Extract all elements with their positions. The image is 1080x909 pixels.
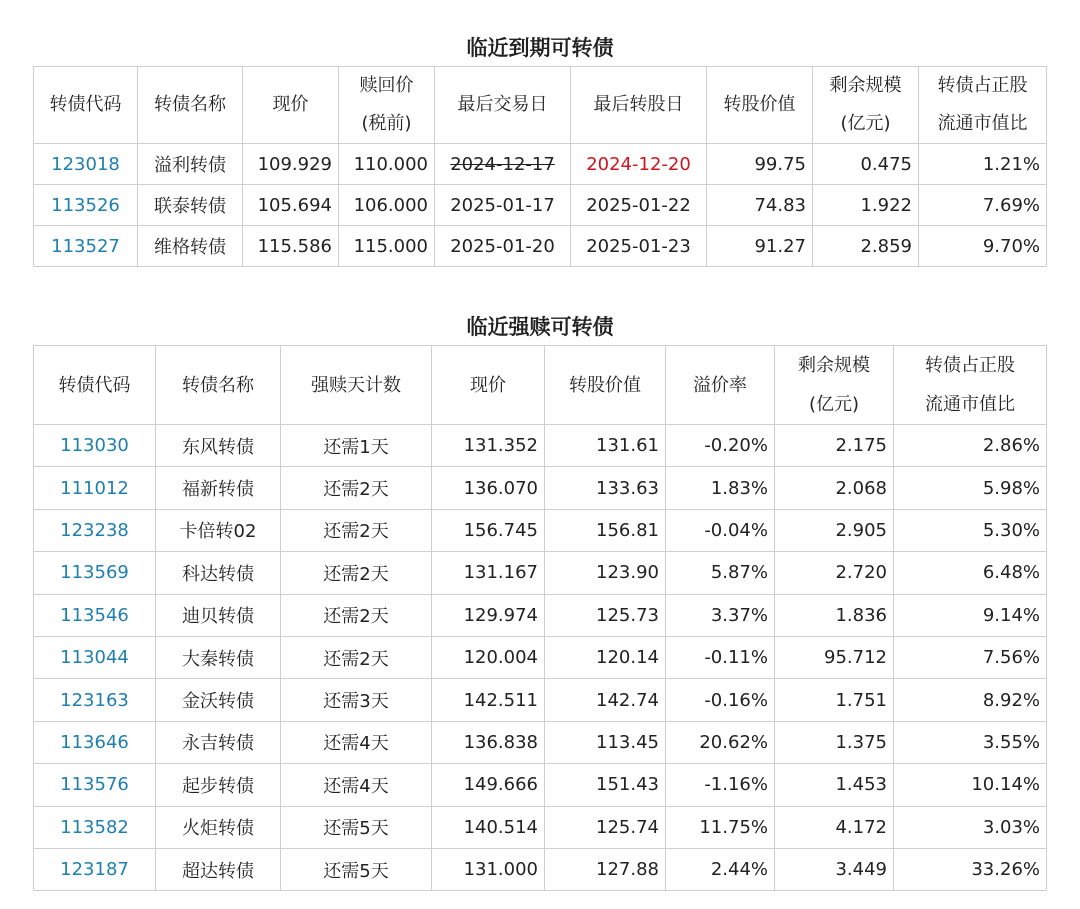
header-last-convert: 最后转股日 <box>571 67 707 144</box>
current-price: 109.929 <box>243 144 339 185</box>
premium-rate: -0.11% <box>666 636 775 678</box>
header-redeem-price <box>339 67 435 144</box>
redeem-price: 115.000 <box>339 226 435 267</box>
bond-name: 福新转债 <box>156 467 281 509</box>
remaining-scale: 4.172 <box>775 806 894 848</box>
bond-code-link[interactable]: 113546 <box>34 594 156 636</box>
float-cap-ratio: 3.55% <box>894 721 1047 763</box>
premium-rate: 3.37% <box>666 594 775 636</box>
float-cap-ratio: 7.69% <box>919 185 1047 226</box>
header-name: 转债名称 <box>156 346 281 425</box>
bond-code-link[interactable]: 113576 <box>34 764 156 806</box>
premium-rate: 1.83% <box>666 467 775 509</box>
header-conv-value: 转股价值 <box>545 346 666 425</box>
maturity-table <box>33 66 1047 267</box>
current-price: 120.004 <box>432 636 545 678</box>
current-price: 105.694 <box>243 185 339 226</box>
bond-name: 起步转债 <box>156 764 281 806</box>
forced-section-title: 临近强赎可转债 <box>466 315 614 339</box>
remaining-scale: 1.453 <box>775 764 894 806</box>
premium-rate: -0.20% <box>666 425 775 467</box>
bond-name: 迪贝转债 <box>156 594 281 636</box>
current-price: 156.745 <box>432 509 545 551</box>
float-cap-ratio: 6.48% <box>894 552 1047 594</box>
bond-name: 金沃转债 <box>156 679 281 721</box>
remaining-scale: 1.751 <box>775 679 894 721</box>
bond-code-link[interactable]: 113582 <box>34 806 156 848</box>
header-ratio-line1: 转债占正股 <box>925 355 1015 376</box>
days-remaining: 还需5天 <box>281 848 432 890</box>
conversion-value: 125.74 <box>545 806 666 848</box>
conversion-value: 131.61 <box>545 425 666 467</box>
float-cap-ratio: 33.26% <box>894 848 1047 890</box>
float-cap-ratio: 9.70% <box>919 226 1047 267</box>
float-cap-ratio: 9.14% <box>894 594 1047 636</box>
days-remaining: 还需4天 <box>281 721 432 763</box>
current-price: 131.167 <box>432 552 545 594</box>
remaining-scale: 2.720 <box>775 552 894 594</box>
current-price: 115.586 <box>243 226 339 267</box>
forced-header-row <box>34 346 1047 425</box>
current-price: 142.511 <box>432 679 545 721</box>
header-code: 转债代码 <box>34 346 156 425</box>
header-price: 现价 <box>243 67 339 144</box>
bond-name: 溢利转债 <box>138 144 243 185</box>
bond-code-link[interactable]: 111012 <box>34 467 156 509</box>
current-price: 136.070 <box>432 467 545 509</box>
remaining-scale: 3.449 <box>775 848 894 890</box>
header-scale <box>775 346 894 425</box>
remaining-scale: 2.859 <box>813 226 919 267</box>
last-trade-date: 2025-01-17 <box>435 185 571 226</box>
table-row <box>34 467 1047 509</box>
forced-redemption-table <box>33 345 1047 891</box>
conversion-value: 133.63 <box>545 467 666 509</box>
header-scale-line1: 剩余规模 <box>798 355 870 376</box>
bond-name: 维格转债 <box>138 226 243 267</box>
float-cap-ratio: 5.30% <box>894 509 1047 551</box>
last-trade-date: 2024-12-17 <box>435 144 571 185</box>
premium-rate: 5.87% <box>666 552 775 594</box>
table-row <box>34 679 1047 721</box>
remaining-scale: 2.175 <box>775 425 894 467</box>
premium-rate: -0.16% <box>666 679 775 721</box>
table-row <box>34 594 1047 636</box>
header-price: 现价 <box>432 346 545 425</box>
bond-code-link[interactable]: 123238 <box>34 509 156 551</box>
table-row <box>34 509 1047 551</box>
bond-code-link[interactable]: 113646 <box>34 721 156 763</box>
bond-code-link[interactable]: 123187 <box>34 848 156 890</box>
float-cap-ratio: 1.21% <box>919 144 1047 185</box>
bond-code-link[interactable]: 113527 <box>34 226 138 267</box>
remaining-scale: 1.922 <box>813 185 919 226</box>
conversion-value: 120.14 <box>545 636 666 678</box>
days-remaining: 还需2天 <box>281 636 432 678</box>
table-row <box>34 848 1047 890</box>
float-cap-ratio: 7.56% <box>894 636 1047 678</box>
header-scale <box>813 67 919 144</box>
current-price: 131.352 <box>432 425 545 467</box>
conversion-value: 125.73 <box>545 594 666 636</box>
float-cap-ratio: 10.14% <box>894 764 1047 806</box>
redeem-price: 106.000 <box>339 185 435 226</box>
remaining-scale: 2.068 <box>775 467 894 509</box>
bond-code-link[interactable]: 123018 <box>34 144 138 185</box>
conversion-value: 91.27 <box>707 226 813 267</box>
bond-name: 联泰转债 <box>138 185 243 226</box>
bond-name: 火炬转债 <box>156 806 281 848</box>
header-redeem-line2: (税前) <box>361 113 412 134</box>
float-cap-ratio: 5.98% <box>894 467 1047 509</box>
header-last-trade: 最后交易日 <box>435 67 571 144</box>
conversion-value: 74.83 <box>707 185 813 226</box>
conversion-value: 123.90 <box>545 552 666 594</box>
header-conv-value: 转股价值 <box>707 67 813 144</box>
bond-code-link[interactable]: 113044 <box>34 636 156 678</box>
header-days: 强赎天计数 <box>281 346 432 425</box>
conversion-value: 142.74 <box>545 679 666 721</box>
redeem-price: 110.000 <box>339 144 435 185</box>
header-scale-line2: (亿元) <box>808 394 860 415</box>
current-price: 140.514 <box>432 806 545 848</box>
header-code: 转债代码 <box>34 67 138 144</box>
bond-code-link[interactable]: 123163 <box>34 679 156 721</box>
table-row <box>34 144 1047 185</box>
days-remaining: 还需2天 <box>281 509 432 551</box>
last-trade-date: 2025-01-20 <box>435 226 571 267</box>
current-price: 136.838 <box>432 721 545 763</box>
premium-rate: -1.16% <box>666 764 775 806</box>
days-remaining: 还需2天 <box>281 467 432 509</box>
table-row <box>34 425 1047 467</box>
current-price: 129.974 <box>432 594 545 636</box>
header-ratio-line2: 流通市值比 <box>925 394 1015 415</box>
bond-name: 卡倍转02 <box>156 509 281 551</box>
days-remaining: 还需2天 <box>281 552 432 594</box>
bond-name: 大秦转债 <box>156 636 281 678</box>
last-convert-date: 2024-12-20 <box>571 144 707 185</box>
bond-code-link[interactable]: 113569 <box>34 552 156 594</box>
current-price: 131.000 <box>432 848 545 890</box>
header-ratio-line1: 转债占正股 <box>937 75 1028 96</box>
header-ratio-line2: 流通市值比 <box>937 113 1028 134</box>
conversion-value: 156.81 <box>545 509 666 551</box>
bond-code-link[interactable]: 113526 <box>34 185 138 226</box>
bond-code-link[interactable]: 113030 <box>34 425 156 467</box>
days-remaining: 还需4天 <box>281 764 432 806</box>
premium-rate: 2.44% <box>666 848 775 890</box>
float-cap-ratio: 2.86% <box>894 425 1047 467</box>
last-convert-date: 2025-01-22 <box>571 185 707 226</box>
premium-rate: 11.75% <box>666 806 775 848</box>
header-scale-line1: 剩余规模 <box>829 75 902 96</box>
remaining-scale: 2.905 <box>775 509 894 551</box>
remaining-scale: 1.375 <box>775 721 894 763</box>
conversion-value: 127.88 <box>545 848 666 890</box>
header-premium: 溢价率 <box>666 346 775 425</box>
conversion-value: 99.75 <box>707 144 813 185</box>
float-cap-ratio: 8.92% <box>894 679 1047 721</box>
conversion-value: 151.43 <box>545 764 666 806</box>
header-name: 转债名称 <box>138 67 243 144</box>
table-row <box>34 806 1047 848</box>
table-row <box>34 636 1047 678</box>
float-cap-ratio: 3.03% <box>894 806 1047 848</box>
maturity-section-title: 临近到期可转债 <box>466 36 614 60</box>
table-row <box>34 226 1047 267</box>
days-remaining: 还需3天 <box>281 679 432 721</box>
header-ratio <box>919 67 1047 144</box>
header-ratio <box>894 346 1047 425</box>
current-price: 149.666 <box>432 764 545 806</box>
bond-name: 科达转债 <box>156 552 281 594</box>
last-convert-date: 2025-01-23 <box>571 226 707 267</box>
table-row <box>34 764 1047 806</box>
premium-rate: -0.04% <box>666 509 775 551</box>
days-remaining: 还需2天 <box>281 594 432 636</box>
remaining-scale: 1.836 <box>775 594 894 636</box>
days-remaining: 还需5天 <box>281 806 432 848</box>
header-scale-line2: (亿元) <box>840 113 891 134</box>
remaining-scale: 95.712 <box>775 636 894 678</box>
bond-name: 东风转债 <box>156 425 281 467</box>
premium-rate: 20.62% <box>666 721 775 763</box>
maturity-header-row <box>34 67 1047 144</box>
bond-name: 超达转债 <box>156 848 281 890</box>
table-row <box>34 552 1047 594</box>
days-remaining: 还需1天 <box>281 425 432 467</box>
bond-name: 永吉转债 <box>156 721 281 763</box>
conversion-value: 113.45 <box>545 721 666 763</box>
remaining-scale: 0.475 <box>813 144 919 185</box>
table-row <box>34 185 1047 226</box>
header-redeem-line1: 赎回价 <box>359 75 414 96</box>
table-row <box>34 721 1047 763</box>
